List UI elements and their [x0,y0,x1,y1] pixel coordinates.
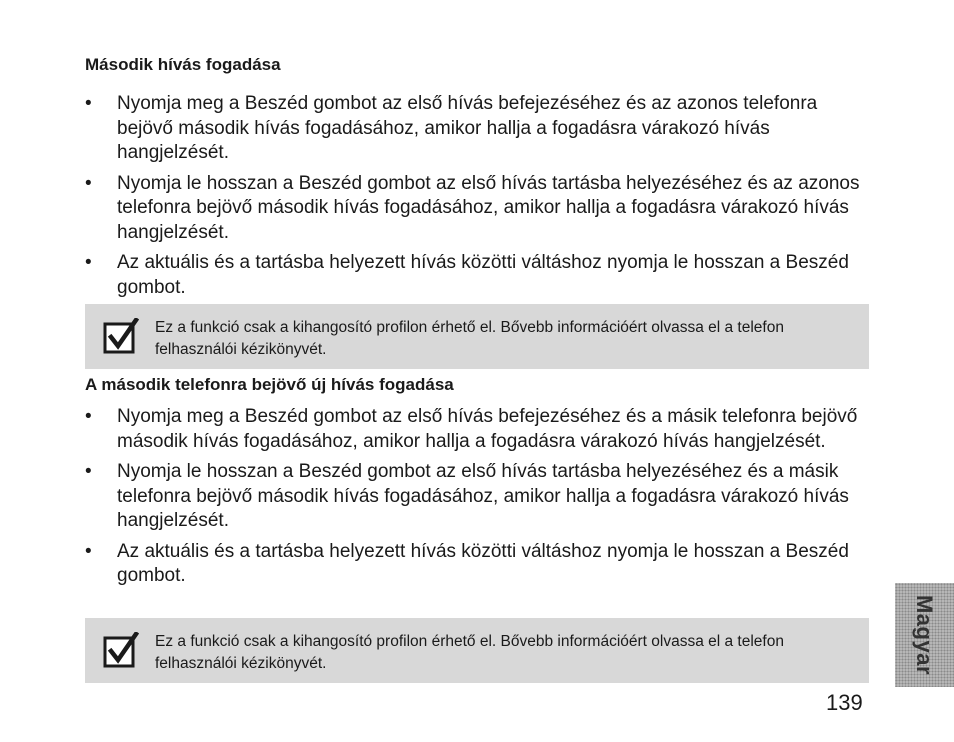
bullet-icon: • [85,172,92,194]
list-item [85,251,875,300]
bullet-list [85,92,875,306]
note-text: Ez a funkció csak a kihangosító profilon érhető el. Bővebb információért olvassa el a telefon felhasználói kézikönyvét. [155,633,784,672]
list-item-text: Nyomja le hosszan a Beszéd gombot az első hívás tartásba helyezéséhez és a másik telefonra bejövő második hívás fogadásához, amikor hallja a fogadásra várakozó hívás hangjelzését. [117,461,849,531]
checkbox-check-icon [103,318,139,354]
section-heading: A második telefonra bejövő új hívás fogadása [85,375,454,394]
checkbox-check-icon [103,632,139,668]
bullet-list [85,405,875,595]
note-text: Ez a funkció csak a kihangosító profilon érhető el. Bővebb információért olvassa el a telefon felhasználói kézikönyvét. [155,319,784,358]
section-heading: Második hívás fogadása [85,55,281,74]
bullet-icon: • [85,93,92,114]
list-item [85,540,875,589]
page-number: 139 [826,690,863,715]
bullet-icon: • [85,461,92,482]
bullet-icon: • [85,540,92,562]
list-item [85,92,875,166]
list-item [85,172,875,246]
note-box [85,304,869,369]
bullet-icon: • [85,252,92,273]
list-item [85,460,875,534]
list-item-text: Az aktuális és a tartásba helyezett hívás közötti váltáshoz nyomja le hosszan a Beszéd gombot. [117,540,849,586]
list-item-text: Nyomja le hosszan a Beszéd gombot az első hívás tartásba helyezéséhez és az azonos telefonra bejövő második hívás fogadásához, amikor hallja a fogadásra várakozó hívás hangjelzését. [117,172,860,243]
list-item-text: Nyomja meg a Beszéd gombot az első hívás befejezéséhez és az azonos telefonra bejövő második hívás fogadásához, amikor hallja a fogadásra várakozó hívás hangjelzését. [117,93,818,163]
note-box [85,618,869,683]
list-item-text: Nyomja meg a Beszéd gombot az első hívás befejezéséhez és a másik telefonra bejövő második hívás fogadásához, amikor hallja a fogadásra várakozó hívás hangjelzését. [117,406,858,452]
list-item-text: Az aktuális és a tartásba helyezett hívás közötti váltáshoz nyomja le hosszan a Beszéd gombot. [117,252,849,298]
bullet-icon: • [85,406,92,427]
list-item [85,405,875,454]
language-tab-label: Magyar [912,594,937,676]
language-tab [895,583,954,687]
